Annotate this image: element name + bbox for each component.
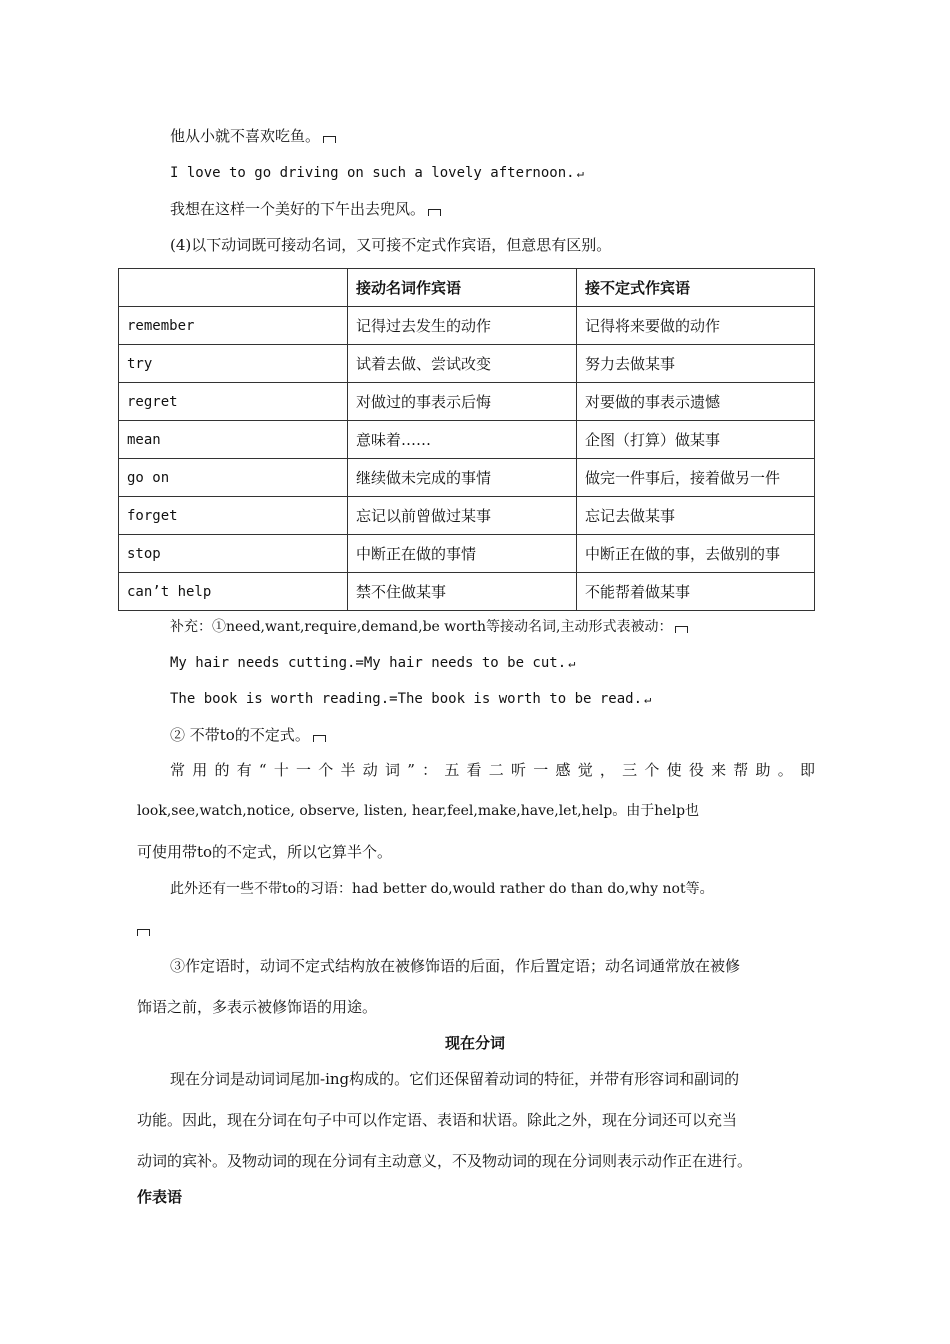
paragraph bbox=[137, 1059, 815, 1182]
table-row bbox=[119, 573, 815, 611]
table-cell-verb: mean bbox=[119, 421, 348, 459]
paragraph-line: ③作定语时，动词不定式结构放在被修饰语的后面，作后置定语；动名词通常放在被修 bbox=[170, 957, 741, 975]
table-cell-infinitive: 记得将来要做的动作 bbox=[577, 307, 815, 345]
paragraph-line: look,see,watch,notice, observe, listen, hear,feel,make,have,let,help。由于help也 bbox=[137, 803, 700, 819]
table-cell-verb: forget bbox=[119, 497, 348, 535]
table-cell-gerund: 对做过的事表示后悔 bbox=[348, 383, 577, 421]
table-cell-infinitive: 做完一件事后，接着做另一件 bbox=[577, 459, 815, 497]
sentence-chinese: 他从小就不喜欢吃鱼。 bbox=[170, 127, 321, 145]
table-row bbox=[119, 497, 815, 535]
table-cell-gerund: 记得过去发生的动作 bbox=[348, 307, 577, 345]
table-cell-infinitive: 努力去做某事 bbox=[577, 345, 815, 383]
section-intro: (4)以下动词既可接动名词，又可接不定式作宾语，但意思有区别。 bbox=[170, 236, 612, 254]
table-header-cell bbox=[119, 269, 348, 307]
table-cell-gerund: 中断正在做的事情 bbox=[348, 535, 577, 573]
text-line bbox=[170, 653, 575, 673]
paragraph-mark-icon bbox=[313, 735, 326, 742]
table-row bbox=[119, 345, 815, 383]
table-cell-verb: can’t help bbox=[119, 573, 348, 611]
table-header-cell: 接不定式作宾语 bbox=[577, 269, 815, 307]
paragraph-line: 常用的有“十一个半动词”：五看二听一感觉，三个使役来帮助。即 bbox=[170, 761, 815, 779]
text-line bbox=[170, 126, 336, 146]
text-line bbox=[170, 199, 441, 219]
table-cell-verb: try bbox=[119, 345, 348, 383]
paragraph-line: 功能。因此，现在分词在句子中可以作定语、表语和状语。除此之外，现在分词还可以充当 bbox=[137, 1111, 738, 1129]
sentence-chinese: 我想在这样一个美好的下午出去兜风。 bbox=[170, 200, 426, 218]
paragraph-mark-icon bbox=[137, 929, 150, 936]
text-line bbox=[170, 689, 651, 709]
table-cell-gerund: 禁不住做某事 bbox=[348, 573, 577, 611]
paragraph-mark-icon bbox=[428, 209, 441, 216]
table-cell-verb: go on bbox=[119, 459, 348, 497]
paragraph-line: 可使用带to的不定式，所以它算半个。 bbox=[137, 843, 393, 861]
table-cell-gerund: 意味着…… bbox=[348, 421, 577, 459]
table-row bbox=[119, 383, 815, 421]
paragraph-mark-icon bbox=[675, 626, 688, 633]
example-sentence: The book is worth reading.=The book is worth to be read. bbox=[170, 691, 643, 707]
subpoint-title: ② 不带to的不定式。 bbox=[170, 726, 310, 744]
line-break-icon: ↵ bbox=[568, 656, 576, 670]
text-line bbox=[170, 617, 688, 637]
table-row bbox=[119, 307, 815, 345]
paragraph bbox=[137, 869, 815, 951]
paragraph-line: 动词的宾补。及物动词的现在分词有主动意义，不及物动词的现在分词则表示动作正在进行。 bbox=[137, 1152, 753, 1170]
sentence-english: I love to go driving on such a lovely afternoon. bbox=[170, 165, 575, 181]
table-cell-gerund: 忘记以前曾做过某事 bbox=[348, 497, 577, 535]
verb-comparison-table bbox=[118, 268, 815, 611]
table-cell-infinitive: 中断正在做的事，去做别的事 bbox=[577, 535, 815, 573]
paragraph-line: 饰语之前，多表示被修饰语的用途。 bbox=[137, 998, 378, 1016]
table-row bbox=[119, 459, 815, 497]
line-break-icon: ↵ bbox=[576, 166, 584, 180]
table-cell-gerund: 继续做未完成的事情 bbox=[348, 459, 577, 497]
text-line bbox=[170, 163, 584, 183]
example-sentence: My hair needs cutting.=My hair needs to be cut. bbox=[170, 655, 567, 671]
table-cell-verb: remember bbox=[119, 307, 348, 345]
table-cell-infinitive: 不能帮着做某事 bbox=[577, 573, 815, 611]
table-cell-infinitive: 对要做的事表示遗憾 bbox=[577, 383, 815, 421]
paragraph-line: 此外还有一些不带to的习语：had better do,would rather do than do,why not等。 bbox=[170, 881, 714, 897]
table-row bbox=[119, 535, 815, 573]
paragraph-mark-icon bbox=[323, 136, 336, 143]
table-header-row bbox=[119, 269, 815, 307]
paragraph bbox=[137, 750, 815, 873]
text-line bbox=[170, 235, 611, 255]
table-row bbox=[119, 421, 815, 459]
paragraph-line: 现在分词是动词词尾加-ing构成的。它们还保留着动词的特征，并带有形容词和副词的 bbox=[170, 1070, 740, 1088]
text-line bbox=[170, 725, 326, 745]
section-heading: 现在分词 bbox=[444, 1034, 505, 1052]
table-header-cell: 接动名词作宾语 bbox=[348, 269, 577, 307]
subheading: 作表语 bbox=[137, 1188, 183, 1206]
supplement-note: 补充：①need,want,require,demand,be worth等接动名词,主动形式表被动： bbox=[170, 619, 673, 635]
table-cell-infinitive: 忘记去做某事 bbox=[577, 497, 815, 535]
table-cell-verb: stop bbox=[119, 535, 348, 573]
paragraph-line bbox=[137, 910, 815, 951]
line-break-icon: ↵ bbox=[644, 692, 652, 706]
table-cell-infinitive: 企图（打算）做某事 bbox=[577, 421, 815, 459]
table-cell-verb: regret bbox=[119, 383, 348, 421]
table-cell-gerund: 试着去做、尝试改变 bbox=[348, 345, 577, 383]
paragraph bbox=[137, 946, 815, 1028]
